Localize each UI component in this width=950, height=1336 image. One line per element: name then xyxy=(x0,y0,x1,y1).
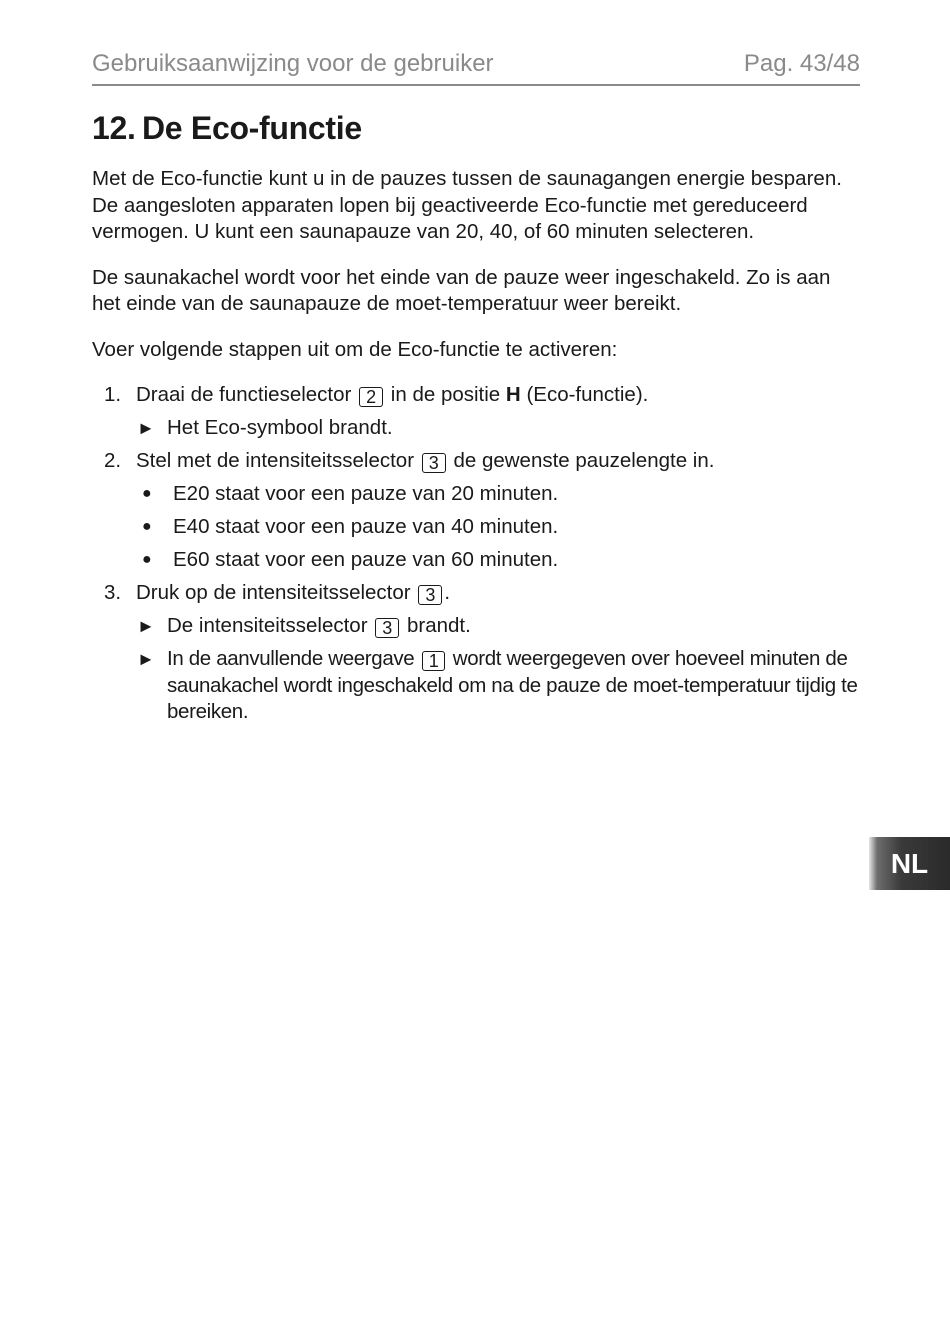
step-number: 1. xyxy=(104,383,122,406)
result-text: Het Eco-symbool brandt. xyxy=(167,416,393,439)
reference-box: 2 xyxy=(359,387,383,407)
section-number: 12. xyxy=(92,110,136,146)
section-heading xyxy=(92,110,362,147)
bullet-text: E60 staat voor een pauze van 60 minuten. xyxy=(173,548,559,571)
page-header xyxy=(92,48,860,86)
bullet-text: E40 staat voor een pauze van 40 minuten. xyxy=(173,515,559,538)
result-text: wordt weergegeven over hoeveel minuten de saunakachel wordt ingeschakeld om na de pauze de moet-temperatuur tijdig te bereiken. xyxy=(167,647,858,723)
bullet-icon: ● xyxy=(142,551,152,568)
position-label: H xyxy=(505,383,521,406)
step-text: de gewenste pauzelengte in. xyxy=(453,449,715,472)
language-tab xyxy=(869,837,950,890)
step-text: in de positie xyxy=(390,383,501,406)
page-content xyxy=(92,166,862,732)
result-text: De intensiteitsselector xyxy=(167,614,368,637)
list-item xyxy=(92,547,862,574)
list-item xyxy=(92,481,862,508)
result-arrow-icon: ► xyxy=(137,649,155,669)
bullet-icon: ● xyxy=(142,485,152,502)
heater-paragraph: De saunakachel wordt voor het einde van de pauze weer ingeschakeld. Zo is aan het einde van de saunapauze de moet-temperatuur weer bereikt. xyxy=(92,265,831,315)
result-arrow-icon: ► xyxy=(137,616,155,636)
list-item xyxy=(92,514,862,541)
step-text: Draai de functieselector xyxy=(136,383,352,406)
bullet-icon: ● xyxy=(142,518,152,535)
step-text: (Eco-functie). xyxy=(526,383,649,406)
bullet-text: E20 staat voor een pauze van 20 minuten. xyxy=(173,482,559,505)
steps-intro: Voer volgende stappen uit om de Eco-functie te activeren: xyxy=(92,337,618,361)
result-text: brandt. xyxy=(406,614,471,637)
step-3 xyxy=(92,580,862,607)
intro-paragraph: Met de Eco-functie kunt u in de pauzes tussen de saunagangen energie besparen. De aangesloten apparaten lopen bij geactiveerde Eco-functie met gereduceerd vermogen. U kunt een saunapauze van 20, 40, of 60 minuten selecteren. xyxy=(92,167,842,243)
page-number: Pag. 43/48 xyxy=(743,50,860,77)
step-1 xyxy=(92,382,862,409)
step-number: 2. xyxy=(104,449,122,472)
reference-box: 3 xyxy=(418,585,442,605)
reference-box: 3 xyxy=(422,453,446,473)
step-text: Stel met de intensiteitsselector xyxy=(136,449,415,472)
step-text: . xyxy=(444,581,451,604)
step-3-result-2 xyxy=(92,646,862,726)
section-title: De Eco-functie xyxy=(142,110,362,146)
step-1-result xyxy=(92,415,862,442)
step-2 xyxy=(92,448,862,475)
language-label: NL xyxy=(890,847,929,879)
result-arrow-icon: ► xyxy=(137,418,155,438)
step-text: Druk op de intensiteitsselector xyxy=(136,581,411,604)
reference-box: 3 xyxy=(375,618,399,638)
document-title: Gebruiksaanwijzing voor de gebruiker xyxy=(92,50,494,77)
reference-box: 1 xyxy=(422,651,446,671)
result-text: In de aanvullende weergave xyxy=(167,647,415,670)
step-number: 3. xyxy=(104,581,122,604)
step-3-result-1 xyxy=(92,613,862,640)
